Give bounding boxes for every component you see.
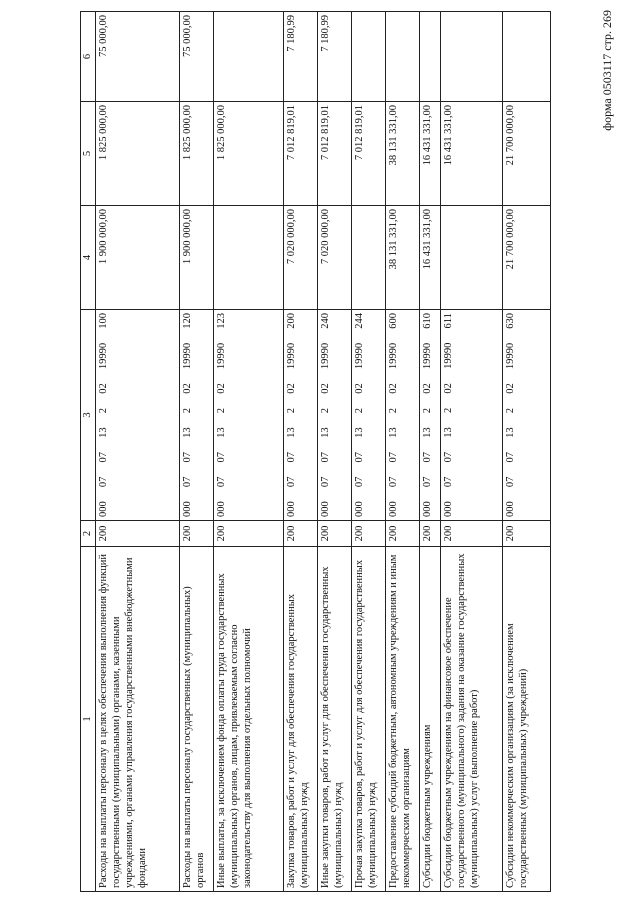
executed-amount: 21 700 000,00 xyxy=(503,102,551,206)
row-name: Субсидии бюджетным учреждениям xyxy=(420,547,441,892)
table-row xyxy=(318,12,352,892)
code-part: 19990 xyxy=(216,342,227,370)
code-parts xyxy=(504,313,517,517)
code-part: 02 xyxy=(422,383,433,394)
code-part: 19990 xyxy=(443,342,454,369)
code-part: 610 xyxy=(422,313,433,329)
approved-amount: 16 431 331,00 xyxy=(420,206,441,310)
unexecuted-amount: 7 180,99 xyxy=(284,12,318,102)
column-number-row xyxy=(81,12,96,892)
code-part: 02 xyxy=(216,383,227,394)
code-part: 07 xyxy=(98,451,109,463)
table-row xyxy=(352,12,386,892)
line-code: 200 xyxy=(503,521,551,547)
column-header: 3 xyxy=(81,310,96,521)
code-parts xyxy=(319,313,332,517)
code-parts xyxy=(285,313,298,517)
code-part: 2 xyxy=(216,407,227,414)
code-part: 630 xyxy=(505,313,516,329)
executed-amount: 7 012 819,01 xyxy=(352,102,386,206)
row-name: Субсидии некоммерческим организациям (за исключением государственных (муниципальных) учреждений) xyxy=(503,547,551,892)
code-part: 02 xyxy=(505,383,516,394)
code-part: 000 xyxy=(98,501,109,517)
code-part: 000 xyxy=(443,501,454,517)
executed-amount: 38 131 331,00 xyxy=(386,102,420,206)
approved-amount xyxy=(352,206,386,310)
code-parts xyxy=(442,313,455,517)
code-part: 19990 xyxy=(320,342,331,370)
line-code: 200 xyxy=(386,521,420,547)
code-parts xyxy=(97,313,110,517)
line-code: 200 xyxy=(352,521,386,547)
code-part: 244 xyxy=(354,313,365,329)
code-part: 2 xyxy=(443,407,454,413)
unexecuted-amount xyxy=(352,12,386,102)
row-name: Предоставление субсидий бюджетным, автономным учреждениям и иным некоммерческим организациям xyxy=(386,547,420,892)
code-part: 240 xyxy=(320,313,331,329)
table-row xyxy=(180,12,214,892)
executed-amount: 7 012 819,01 xyxy=(284,102,318,206)
code-part: 600 xyxy=(388,313,399,329)
code-parts xyxy=(353,313,366,517)
code-part: 07 xyxy=(286,476,297,488)
approved-amount: 21 700 000,00 xyxy=(503,206,551,310)
code-part: 07 xyxy=(505,451,516,463)
line-code: 200 xyxy=(96,521,180,547)
row-name: Иные выплаты, за исключением фонда оплаты труда государственных (муниципальных) органов, лицам, привлекаемым согласно законодательству для выполнения отдельных полномочий xyxy=(214,547,284,892)
code-part: 2 xyxy=(182,407,193,414)
code-part: 07 xyxy=(422,476,433,488)
approved-amount xyxy=(214,206,284,310)
approved-amount: 7 020 000,00 xyxy=(284,206,318,310)
code-part: 07 xyxy=(182,476,193,488)
approved-amount: 38 131 331,00 xyxy=(386,206,420,310)
code-part: 19990 xyxy=(422,342,433,370)
code-part: 02 xyxy=(388,383,399,394)
code-part: 19990 xyxy=(286,342,297,370)
column-header: 1 xyxy=(81,547,96,892)
code-part: 02 xyxy=(320,383,331,394)
code-part: 2 xyxy=(422,407,433,414)
code-part: 000 xyxy=(388,501,399,517)
unexecuted-amount xyxy=(503,12,551,102)
budget-execution-table xyxy=(80,11,551,892)
column-header: 4 xyxy=(81,206,96,310)
code-part: 19990 xyxy=(354,342,365,370)
budget-classification-code xyxy=(386,310,420,521)
code-part: 13 xyxy=(182,427,193,438)
table-row xyxy=(96,12,180,892)
budget-classification-code xyxy=(180,310,214,521)
code-parts xyxy=(421,313,434,517)
column-header: 6 xyxy=(81,12,96,102)
code-part: 13 xyxy=(422,427,433,438)
code-part: 07 xyxy=(216,476,227,488)
line-code: 200 xyxy=(441,521,503,547)
line-code: 200 xyxy=(420,521,441,547)
code-part: 07 xyxy=(354,451,365,463)
code-part: 000 xyxy=(216,501,227,517)
column-header: 5 xyxy=(81,102,96,206)
code-part: 02 xyxy=(98,383,109,394)
code-part: 2 xyxy=(388,407,399,414)
budget-classification-code xyxy=(503,310,551,521)
row-name: Прочая закупка товаров, работ и услуг для обеспечения государственных (муниципальных) нужд xyxy=(352,547,386,892)
code-part: 07 xyxy=(182,451,193,463)
code-part: 19990 xyxy=(98,342,109,370)
code-part: 2 xyxy=(286,407,297,414)
table-row xyxy=(441,12,503,892)
code-part: 13 xyxy=(443,427,454,438)
approved-amount: 1 900 000,00 xyxy=(180,206,214,310)
code-part: 07 xyxy=(505,476,516,488)
table-row xyxy=(214,12,284,892)
unexecuted-amount xyxy=(420,12,441,102)
code-part: 123 xyxy=(216,313,227,329)
executed-amount: 16 431 331,00 xyxy=(420,102,441,206)
executed-amount: 1 825 000,00 xyxy=(96,102,180,206)
code-part: 07 xyxy=(320,476,331,488)
code-part: 19990 xyxy=(182,342,193,370)
code-parts xyxy=(215,313,228,517)
row-name: Расходы на выплаты персоналу в целях обеспечения выполнения функций государственными (муниципальными) органами, казенными учреждениями, органами управления государственными внебюджетными фондами xyxy=(96,547,180,892)
code-part: 2 xyxy=(354,407,365,414)
code-part: 07 xyxy=(388,476,399,488)
budget-classification-code xyxy=(352,310,386,521)
code-part: 13 xyxy=(388,427,399,438)
executed-amount: 16 431 331,00 xyxy=(441,102,503,206)
code-part: 02 xyxy=(443,383,454,394)
code-part: 07 xyxy=(422,451,433,463)
code-part: 2 xyxy=(320,407,331,414)
executed-amount: 1 825 000,00 xyxy=(180,102,214,206)
code-part: 02 xyxy=(354,383,365,394)
code-part: 07 xyxy=(98,476,109,488)
unexecuted-amount xyxy=(214,12,284,102)
code-part: 07 xyxy=(286,451,297,463)
budget-classification-code xyxy=(420,310,441,521)
code-part: 19990 xyxy=(505,342,516,370)
line-code: 200 xyxy=(318,521,352,547)
code-part: 000 xyxy=(320,501,331,517)
approved-amount: 7 020 000,00 xyxy=(318,206,352,310)
budget-classification-code xyxy=(441,310,503,521)
code-part: 07 xyxy=(216,451,227,463)
row-name: Расходы на выплаты персоналу государственных (муниципальных) органов xyxy=(180,547,214,892)
code-part: 13 xyxy=(505,427,516,438)
code-part: 200 xyxy=(286,313,297,329)
code-part: 02 xyxy=(286,383,297,394)
line-code: 200 xyxy=(284,521,318,547)
code-part: 07 xyxy=(354,476,365,488)
budget-classification-code xyxy=(284,310,318,521)
code-part: 000 xyxy=(422,501,433,517)
code-part: 07 xyxy=(443,451,454,463)
executed-amount: 7 012 819,01 xyxy=(318,102,352,206)
code-part: 19990 xyxy=(388,342,399,370)
budget-classification-code xyxy=(96,310,180,521)
code-part: 000 xyxy=(182,501,193,517)
row-name: Закупка товаров, работ и услуг для обеспечения государственных (муниципальных) нужд xyxy=(284,547,318,892)
code-part: 120 xyxy=(182,313,193,329)
budget-classification-code xyxy=(318,310,352,521)
code-part: 2 xyxy=(98,407,109,414)
code-part: 13 xyxy=(320,427,331,438)
code-part: 13 xyxy=(354,427,365,438)
code-part: 13 xyxy=(216,427,227,438)
rotated-page xyxy=(80,12,590,892)
approved-amount xyxy=(441,206,503,310)
code-parts xyxy=(387,313,400,517)
code-part: 02 xyxy=(182,383,193,394)
code-part: 07 xyxy=(443,476,454,488)
code-part: 13 xyxy=(286,427,297,438)
unexecuted-amount xyxy=(386,12,420,102)
code-part: 000 xyxy=(354,501,365,517)
column-header: 2 xyxy=(81,521,96,547)
unexecuted-amount xyxy=(441,12,503,102)
approved-amount: 1 900 000,00 xyxy=(96,206,180,310)
code-part: 2 xyxy=(505,407,516,414)
code-part: 100 xyxy=(98,313,109,329)
row-name: Иные закупки товаров, работ и услуг для обеспечения государственных (муниципальных) нужд xyxy=(318,547,352,892)
code-part: 07 xyxy=(388,451,399,463)
unexecuted-amount: 75 000,00 xyxy=(180,12,214,102)
table-row xyxy=(503,12,551,892)
table-row xyxy=(284,12,318,892)
code-part: 07 xyxy=(320,451,331,463)
table-row xyxy=(420,12,441,892)
code-part: 000 xyxy=(505,501,516,517)
unexecuted-amount: 7 180,99 xyxy=(318,12,352,102)
line-code: 200 xyxy=(214,521,284,547)
unexecuted-amount: 75 000,00 xyxy=(96,12,180,102)
budget-classification-code xyxy=(214,310,284,521)
code-part: 611 xyxy=(443,313,454,329)
code-parts xyxy=(181,313,194,517)
form-reference: форма 0503117 стр. 269 xyxy=(600,10,614,131)
code-part: 000 xyxy=(286,501,297,517)
code-part: 13 xyxy=(98,427,109,438)
line-code: 200 xyxy=(180,521,214,547)
executed-amount: 1 825 000,00 xyxy=(214,102,284,206)
row-name: Субсидии бюджетным учреждениям на финансовое обеспечение государственного (муниципального) задания на оказание государственных (муниципальных) услуг (выполнение работ) xyxy=(441,547,503,892)
table-row xyxy=(386,12,420,892)
